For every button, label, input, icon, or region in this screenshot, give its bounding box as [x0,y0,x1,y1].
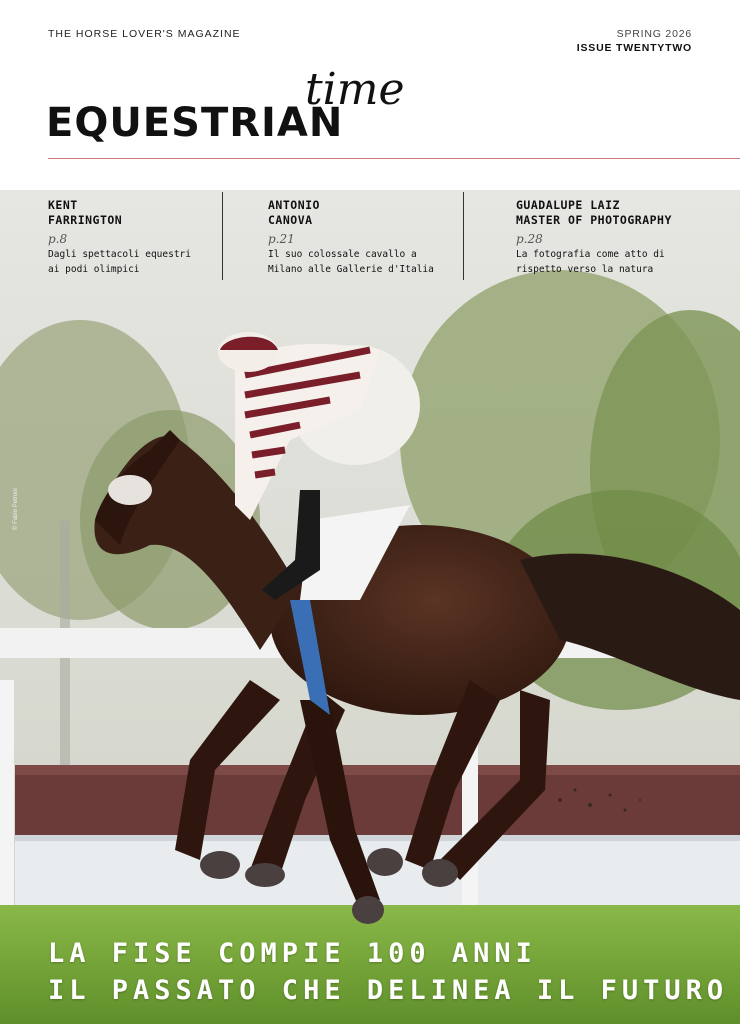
contents-name: GUADALUPE LAIZ [516,198,620,212]
issue-label: ISSUE TWENTYTWO [576,42,692,54]
tagline: THE HORSE LOVER'S MAGAZINE [48,28,241,40]
column-divider [463,192,464,280]
contents-item-2[interactable] [268,198,448,276]
contents-page: p.28 [516,232,543,246]
contents-item-3[interactable] [516,198,716,276]
logo-script: time [305,64,405,115]
contents-desc: La fotografia come atto di [516,249,665,260]
contents-desc: rispetto verso la natura [516,264,654,275]
contents-name: ANTONIO [268,198,320,212]
contents-name: KENT [48,198,78,212]
column-divider [222,192,223,280]
contents-page: p.21 [268,232,295,246]
contents-name: MASTER OF PHOTOGRAPHY [516,213,672,227]
cover-photo [0,190,740,1024]
contents-name: CANOVA [268,213,313,227]
season-label: SPRING 2026 [616,28,692,40]
contents-desc: Milano alle Gallerie d'Italia [268,264,434,275]
contents-page: p.8 [48,232,68,246]
cover-headline-line2: IL PASSATO CHE DELINEA IL FUTURO [48,975,729,1006]
photo-credit: © Fabio Petroni [13,488,19,530]
contents-desc: ai podi olimpici [48,264,140,275]
cover-headline-line1: LA FISE COMPIE 100 ANNI [48,938,537,969]
logo-main: EQUESTRIAN [46,100,344,146]
header-rule [48,158,740,159]
masthead [0,0,740,190]
contents-desc: Il suo colossale cavallo a [268,249,417,260]
contents-item-1[interactable] [48,198,218,276]
contents-name: FARRINGTON [48,213,123,227]
contents-desc: Dagli spettacoli equestri [48,249,191,260]
